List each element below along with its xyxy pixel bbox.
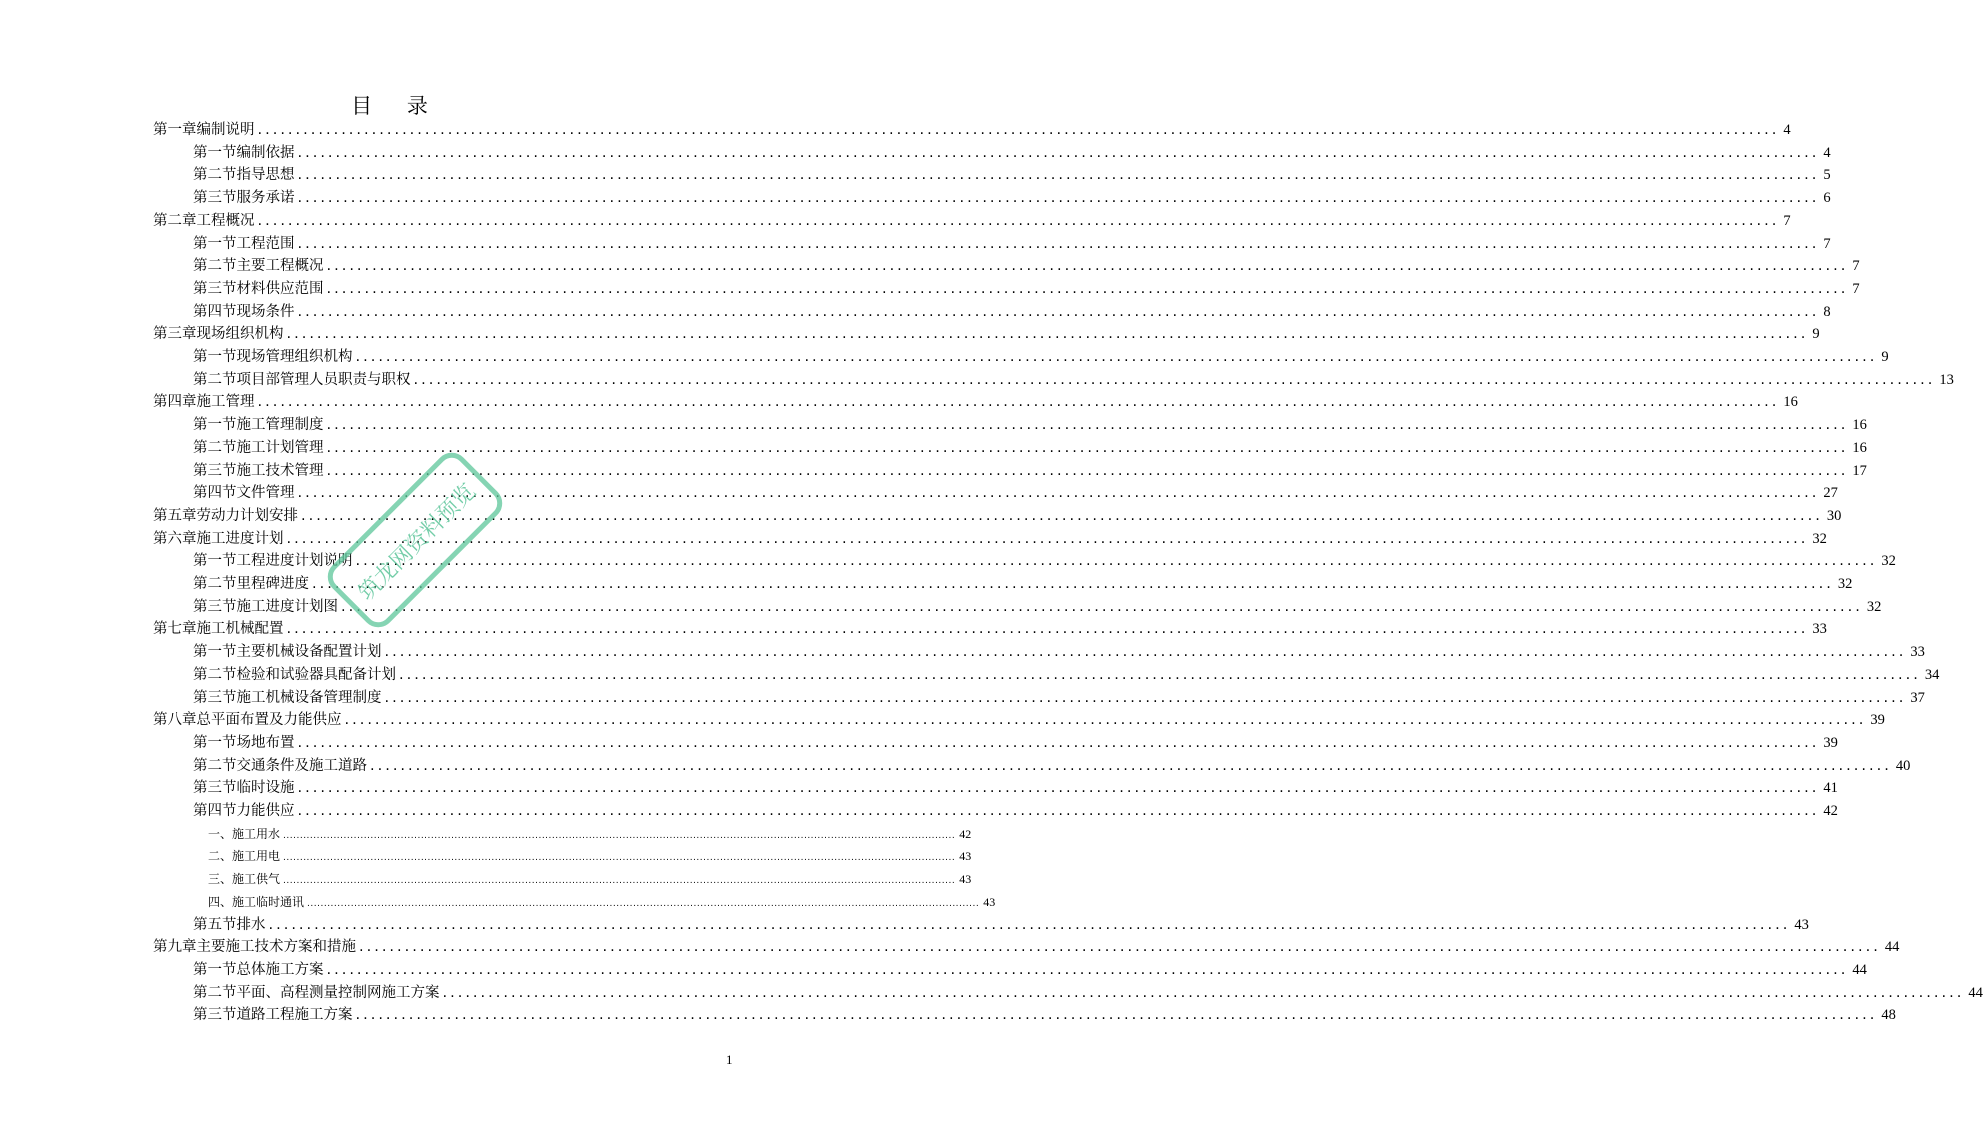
toc-entry[interactable] xyxy=(193,369,1954,391)
toc-entry-page: 7 xyxy=(1823,235,1831,252)
toc-entry-title: 施工技术管理 xyxy=(236,462,324,479)
toc-leader-dots: ........................................................................................................................................................................................................ xyxy=(257,122,1780,138)
toc-entry-page: 16 xyxy=(1852,417,1867,434)
toc-entry[interactable] xyxy=(193,164,1831,186)
toc-entry-number: 第二节 xyxy=(193,258,237,275)
toc-title: 目 录 xyxy=(351,94,442,118)
toc-entry-title: 编制说明 xyxy=(196,122,255,138)
toc-leader-dots: ........................................................................................................................................................................................................ xyxy=(413,371,1936,388)
toc-entry-number: 第三节 xyxy=(193,190,237,207)
toc-entry-page: 42 xyxy=(1823,803,1838,819)
toc-leader-dots: ........................................................................................................................................................................................................ xyxy=(257,394,1780,411)
toc-entry[interactable] xyxy=(153,709,1885,731)
toc-entry-title: 服务承诺 xyxy=(236,190,295,207)
toc-entry-number: 第三节 xyxy=(193,598,237,615)
toc-leader-dots: ........................................................................................................................................................................................................ xyxy=(341,598,1863,615)
toc-entry[interactable] xyxy=(153,618,1827,640)
toc-entry-number: 第二节 xyxy=(193,371,237,388)
toc-entry[interactable] xyxy=(208,891,996,913)
toc-entry-title: 工程概况 xyxy=(196,212,255,229)
toc-entry-page: 43 xyxy=(959,849,972,864)
toc-entry-page: 27 xyxy=(1823,485,1838,502)
toc-leader-dots: ........................................................................................................................................................................................................ xyxy=(326,417,1849,434)
toc-entry[interactable] xyxy=(193,755,1911,777)
toc-entry-number: 第一节 xyxy=(193,644,237,661)
toc-entry-page: 33 xyxy=(1910,644,1925,661)
toc-entry-page: 48 xyxy=(1881,1007,1896,1024)
toc-entry[interactable] xyxy=(193,437,1867,459)
toc-leader-dots: ........................................................................................................................................................................................................ xyxy=(257,212,1780,229)
toc-entry[interactable] xyxy=(193,914,1809,936)
toc-entry[interactable] xyxy=(193,573,1853,595)
toc-entry-title: 工程进度计划说明 xyxy=(236,553,353,570)
toc-leader-dots: ........................................................................................................................................................................................................ xyxy=(370,757,1892,774)
toc-entry-title: 工程范围 xyxy=(236,235,295,252)
toc-entry[interactable] xyxy=(193,959,1867,981)
toc-leader-dots: ........................................................................................................................................................................................................ xyxy=(283,853,956,864)
toc-leader-dots: ........................................................................................................................................................................................................ xyxy=(286,326,1809,343)
toc-entry-number: 第三章 xyxy=(153,326,197,343)
toc-leader-dots: ........................................................................................................................................................................................................ xyxy=(307,898,980,909)
toc-entry-number: 第五章 xyxy=(153,507,197,524)
toc-entry[interactable] xyxy=(153,210,1791,232)
toc-entry-page: 4 xyxy=(1783,122,1791,138)
toc-entry-page: 41 xyxy=(1823,780,1838,797)
toc-entry-page: 6 xyxy=(1823,190,1831,207)
toc-entry-page: 9 xyxy=(1812,326,1820,343)
toc-entry-title: 排水 xyxy=(236,916,266,933)
toc-entry[interactable] xyxy=(193,596,1882,618)
toc-leader-dots: ........................................................................................................................................................................................................ xyxy=(344,712,1867,729)
toc-leader-dots: ........................................................................................................................................................................................................ xyxy=(297,303,1820,320)
toc-entry-number: 第九章 xyxy=(153,939,197,956)
toc-entry[interactable] xyxy=(193,346,1889,368)
toc-entry-number: 第八章 xyxy=(153,712,197,729)
toc-entry-page: 30 xyxy=(1826,507,1842,524)
toc-entry-page: 44 xyxy=(1852,961,1867,978)
toc-entry-title: 施工进度计划 xyxy=(196,530,284,547)
toc-leader-dots: ........................................................................................................................................................................................................ xyxy=(283,830,956,841)
page-number: 1 xyxy=(726,1052,733,1067)
toc-entry[interactable] xyxy=(153,505,1842,527)
toc-entry-title: 现场管理组织机构 xyxy=(236,349,353,365)
toc-entry-page: 16 xyxy=(1852,439,1867,456)
toc-entry-number: 三、 xyxy=(208,872,233,887)
toc-entry-page: 39 xyxy=(1823,734,1838,751)
toc-entry[interactable] xyxy=(193,732,1838,754)
toc-entry-title: 项目部管理人员职责与职权 xyxy=(236,371,411,388)
toc-leader-dots: ........................................................................................................................................................................................................ xyxy=(326,258,1849,275)
toc-entry[interactable] xyxy=(193,982,1983,1004)
toc-entry-title: 场地布置 xyxy=(236,734,295,751)
toc-entry[interactable] xyxy=(193,687,1925,709)
toc-entry-title: 力能供应 xyxy=(236,803,295,819)
toc-entry-title: 施工机械设备管理制度 xyxy=(236,689,382,706)
toc-leader-dots: ........................................................................................................................................................................................................ xyxy=(326,462,1849,479)
toc-entry-title: 主要工程概况 xyxy=(236,258,324,275)
toc-entry-number: 第三节 xyxy=(193,1007,237,1024)
toc-entry[interactable] xyxy=(193,460,1867,482)
toc-entry-page: 42 xyxy=(959,826,972,841)
toc-entry-title: 施工用电 xyxy=(232,849,281,864)
toc-entry[interactable] xyxy=(193,233,1831,255)
toc-entry[interactable] xyxy=(193,142,1831,164)
toc-entry-title: 道路工程施工方案 xyxy=(236,1007,353,1024)
toc-entry-page: 33 xyxy=(1812,621,1827,638)
toc-entry-title: 现场组织机构 xyxy=(196,326,284,343)
toc-entry-page: 32 xyxy=(1881,553,1896,570)
toc-entry-number: 第一节 xyxy=(193,235,237,252)
toc-entry-number: 四、 xyxy=(208,894,233,909)
toc-entry[interactable] xyxy=(193,800,1838,822)
toc-entry-page: 32 xyxy=(1837,576,1853,592)
toc-entry[interactable] xyxy=(193,550,1896,572)
toc-entry[interactable] xyxy=(153,119,1791,141)
toc-entry[interactable] xyxy=(193,301,1831,323)
toc-entry-page: 43 xyxy=(1794,916,1809,933)
toc-leader-dots: ........................................................................................................................................................................................................ xyxy=(283,876,956,887)
toc-entry-page: 40 xyxy=(1895,757,1911,774)
toc-entry-title: 材料供应范围 xyxy=(236,280,324,297)
toc-entry-title: 总平面布置及力能供应 xyxy=(196,712,342,729)
toc-entry-title: 施工进度计划图 xyxy=(236,598,338,615)
toc-entry-number: 第二节 xyxy=(193,439,237,456)
toc-entry-number: 第四章 xyxy=(153,394,197,411)
toc-entry-title: 施工管理制度 xyxy=(236,417,324,434)
toc-entry-number: 第三节 xyxy=(193,280,237,297)
toc-entry[interactable] xyxy=(193,187,1831,209)
toc-leader-dots: ........................................................................................................................................................................................................ xyxy=(297,190,1820,207)
toc-entry[interactable] xyxy=(193,414,1867,436)
toc-entry-number: 第一节 xyxy=(193,553,237,570)
toc-leader-dots: ........................................................................................................................................................................................................ xyxy=(326,961,1849,978)
toc-entry-title: 平面、高程测量控制网施工方案 xyxy=(236,984,440,1001)
toc-entry-title: 施工机械配置 xyxy=(196,621,284,638)
toc-entry[interactable] xyxy=(153,528,1827,550)
toc-leader-dots: ........................................................................................................................................................................................................ xyxy=(326,280,1849,297)
toc-entry-number: 第二节 xyxy=(193,757,237,774)
toc-entry-title: 施工计划管理 xyxy=(236,439,324,456)
toc-entry-title: 检验和试验器具配备计划 xyxy=(236,666,396,683)
toc-leader-dots: ........................................................................................................................................................................................................ xyxy=(297,780,1820,797)
toc-entry-page: 4 xyxy=(1823,144,1831,161)
toc-entry-page: 44 xyxy=(1968,984,1983,1001)
toc-leader-dots: ........................................................................................................................................................................................................ xyxy=(297,144,1820,161)
toc-entry-page: 17 xyxy=(1852,462,1867,479)
toc-leader-dots: ........................................................................................................................................................................................................ xyxy=(384,689,1907,706)
toc-entry-page: 37 xyxy=(1910,689,1925,706)
toc-entry-title: 劳动力计划安排 xyxy=(196,507,298,524)
toc-entry-page: 5 xyxy=(1823,167,1831,184)
toc-leader-dots: ........................................................................................................................................................................................................ xyxy=(268,916,1791,933)
toc-entry-number: 第一节 xyxy=(193,144,237,161)
toc-entry-number: 第三节 xyxy=(193,780,237,797)
toc-leader-dots: ........................................................................................................................................................................................................ xyxy=(286,530,1809,547)
toc-entry[interactable] xyxy=(193,278,1860,300)
toc-entry-page: 8 xyxy=(1823,303,1831,320)
toc-entry-number: 第五节 xyxy=(193,916,237,933)
toc-entry-page: 7 xyxy=(1783,212,1791,229)
toc-entry-number: 第二章 xyxy=(153,212,197,229)
toc-entry[interactable] xyxy=(193,1004,1896,1026)
toc-entry[interactable] xyxy=(193,664,1940,686)
toc-entry-page: 34 xyxy=(1924,666,1940,683)
toc-leader-dots: ........................................................................................................................................................................................................ xyxy=(384,644,1907,661)
toc-entry-title: 指导思想 xyxy=(236,167,295,184)
toc-entry-title: 施工供气 xyxy=(232,872,281,887)
toc-leader-dots: ........................................................................................................................................................................................................ xyxy=(297,485,1820,502)
toc-entry-number: 第二节 xyxy=(193,167,237,184)
toc-entry-title: 总体施工方案 xyxy=(236,961,324,978)
toc-entry-number: 第七章 xyxy=(153,621,197,638)
toc-leader-dots: ........................................................................................................................................................................................................ xyxy=(301,507,1823,524)
toc-entry-title: 主要机械设备配置计划 xyxy=(236,644,382,661)
toc-entry[interactable] xyxy=(193,482,1838,504)
toc-entry-number: 一、 xyxy=(208,826,233,841)
toc-entry-number: 第四节 xyxy=(193,485,237,502)
toc-leader-dots: ........................................................................................................................................................................................................ xyxy=(326,439,1849,456)
toc-entry-number: 第一节 xyxy=(193,961,237,978)
toc-entry-title: 施工临时通讯 xyxy=(232,894,305,909)
toc-entry-page: 32 xyxy=(1866,598,1882,615)
toc-leader-dots: ........................................................................................................................................................................................................ xyxy=(297,235,1820,252)
toc-entry-number: 第一章 xyxy=(153,122,197,138)
toc-entry-number: 二、 xyxy=(208,849,233,864)
toc-entry-number: 第三节 xyxy=(193,462,237,479)
toc-entry-title: 主要施工技术方案和措施 xyxy=(196,939,356,956)
toc-entry-title: 施工用水 xyxy=(232,826,281,841)
toc-entry-title: 临时设施 xyxy=(236,780,295,797)
toc-entry-title: 编制依据 xyxy=(236,144,295,161)
toc-leader-dots: ........................................................................................................................................................................................................ xyxy=(355,1007,1878,1024)
toc-entry-number: 第二节 xyxy=(193,666,237,683)
toc-entry-number: 第四节 xyxy=(193,803,237,819)
toc-entry-page: 7 xyxy=(1852,258,1860,275)
toc-leader-dots: ........................................................................................................................................................................................................ xyxy=(359,939,1881,956)
toc-entry[interactable] xyxy=(193,255,1860,277)
toc-leader-dots: ........................................................................................................................................................................................................ xyxy=(442,984,1965,1001)
toc-leader-dots: ........................................................................................................................................................................................................ xyxy=(297,734,1820,751)
watermark-text: 筑龙网资料预览 xyxy=(354,479,481,606)
toc-leader-dots: ........................................................................................................................................................................................................ xyxy=(355,349,1878,365)
toc-entry[interactable] xyxy=(153,391,1798,413)
toc-entry[interactable] xyxy=(153,936,1900,958)
toc-leader-dots: ........................................................................................................................................................................................................ xyxy=(312,576,1834,592)
toc-entry-title: 里程碑进度 xyxy=(236,576,309,592)
toc-leader-dots: ........................................................................................................................................................................................................ xyxy=(286,621,1809,638)
toc-entry-number: 第六章 xyxy=(153,530,197,547)
toc-entry-title: 文件管理 xyxy=(236,485,295,502)
toc-entry-number: 第三节 xyxy=(193,689,237,706)
toc-entry[interactable] xyxy=(208,823,972,845)
toc-entry-number: 第一节 xyxy=(193,349,237,365)
toc-entry-page: 9 xyxy=(1881,349,1889,365)
toc-entry-page: 7 xyxy=(1852,280,1860,297)
toc-entry-number: 第四节 xyxy=(193,303,237,320)
toc-entry-title: 施工管理 xyxy=(196,394,255,411)
toc-entry-number: 第一节 xyxy=(193,417,237,434)
toc-entry[interactable] xyxy=(208,845,972,867)
toc-entry[interactable] xyxy=(193,641,1925,663)
toc-leader-dots: ........................................................................................................................................................................................................ xyxy=(297,167,1820,184)
toc-entry-page: 44 xyxy=(1884,939,1900,956)
toc-entry-title: 交通条件及施工道路 xyxy=(236,757,367,774)
toc-leader-dots: ........................................................................................................................................................................................................ xyxy=(297,803,1820,819)
toc-entry-title: 现场条件 xyxy=(236,303,295,320)
toc-entry-number: 第一节 xyxy=(193,734,237,751)
toc-leader-dots: ........................................................................................................................................................................................................ xyxy=(355,553,1878,570)
toc-entry-page: 43 xyxy=(983,894,996,909)
toc-leader-dots: ........................................................................................................................................................................................................ xyxy=(399,666,1921,683)
toc-entry-page: 39 xyxy=(1870,712,1885,729)
toc-entry[interactable] xyxy=(153,323,1820,345)
toc-entry-page: 13 xyxy=(1939,371,1954,388)
toc-entry[interactable] xyxy=(208,868,972,890)
toc-entry[interactable] xyxy=(193,777,1838,799)
toc-entry-number: 第二节 xyxy=(193,576,237,592)
toc-entry-page: 32 xyxy=(1812,530,1827,547)
toc-entry-page: 16 xyxy=(1783,394,1798,411)
toc-entry-number: 第二节 xyxy=(193,984,237,1001)
toc-entry-page: 43 xyxy=(959,872,972,887)
